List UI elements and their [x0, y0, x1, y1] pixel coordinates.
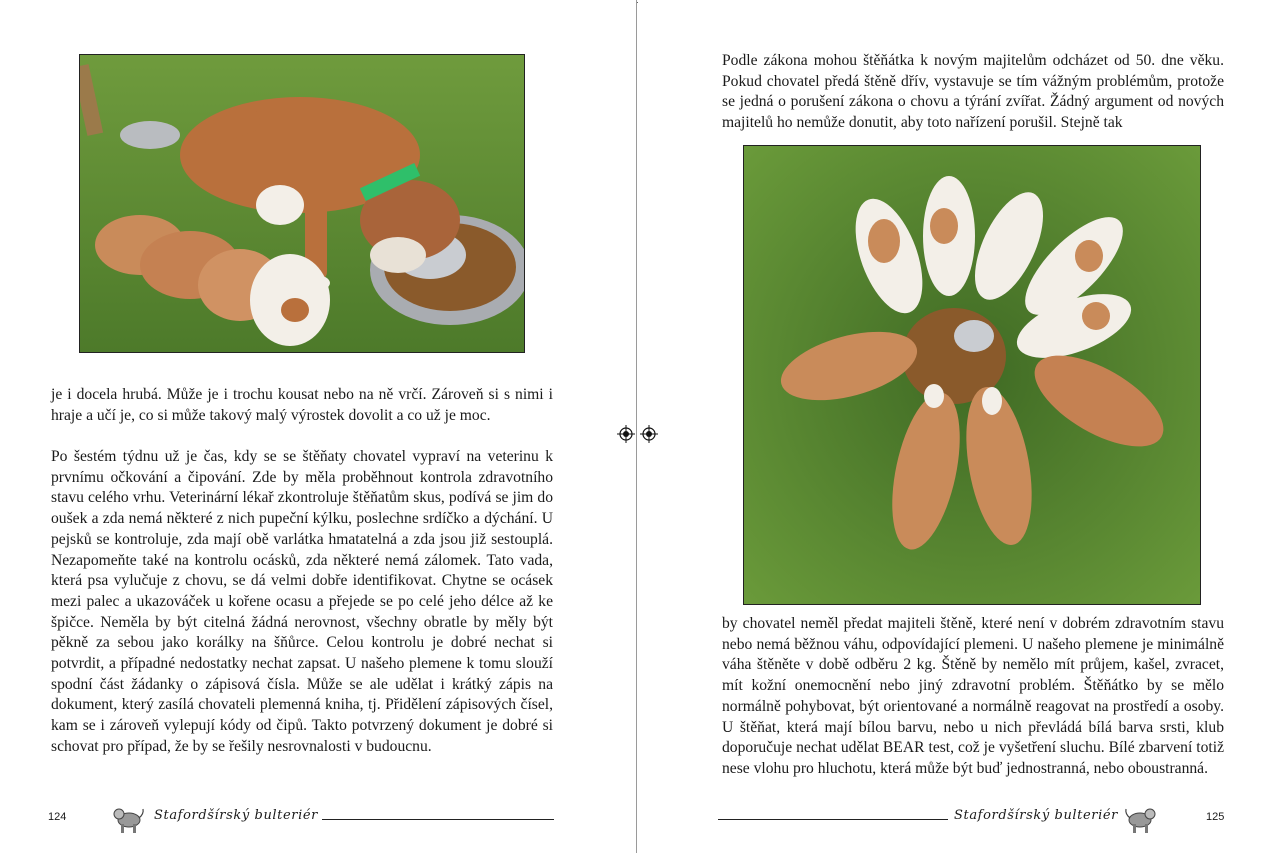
photo-puppies-around-bowl: [743, 145, 1201, 605]
running-title-right: Stafordšírský bulteriér: [954, 808, 1118, 823]
registration-mark-icon: [617, 425, 635, 443]
bulldog-logo-icon: [1124, 802, 1158, 836]
page-number-right: 125: [1206, 811, 1225, 823]
left-footer: [0, 800, 637, 840]
bulldog-logo-icon: [111, 802, 145, 836]
running-title-left: Stafordšírský bulteriér: [154, 808, 318, 823]
footer-rule-left: [322, 819, 554, 820]
page-number-left: 124: [48, 811, 67, 823]
left-paragraph-1: je i docela hrubá. Může je i trochu kousat nebo na ně vrčí. Zároveň si s nimi i hraje a učí je, co si může takový malý výrostek dovolit a co už je moc.: [51, 386, 553, 424]
right-page: [638, 0, 1263, 853]
footer-rule-right: [718, 819, 948, 820]
left-paragraph-2: Po šestém týdnu už je čas, kdy se se štěňaty chovatel vypraví na veterinu k prvnímu očkování a čipování. Zde by měla proběhnout kontrola zdravotního stavu celého vrhu. Veterinární lékař zkontroluje štěňatům skus, podívá se jim do oušek a zda nemá některé z nich pupeční kýlku, poslechne srdíčko a dýchání. U pejsků se kontroluje, zda mají obě varlátka hmatatelná a zda jsou již sestouplá. Nezapomeňte také na kontrolu ocásků, zda některé nemá zálomek. Tato vada, která psa vylučuje z chovu, se dá velmi dobře identifikovat. Chytne se ocásek mezi palec a ukazováček u kořene ocasu a přejede se po celé jeho délce až ke špičce. Neměla by být citelná žádná nerovnost, všechny obratle by měly být pěkně za sebou jako korálky na šňůrce. Celou kontrolu je dobré nechat si potvrdit, a případné nedostatky nechat zapsat. U našeho plemene k tomu slouží spodní část žádanky o zápisová čísla. Může se ale udělat i krátký zápis na dokument, který zasílá chovateli plemenná kniha, tj. Přidělení zápisových čísel, kam se i zároveň vylepují kódy od čipů. Takto potvrzený dokument je dobré si schovat pro případ, že by se řešily nesrovnalosti v budoucnu.: [51, 448, 553, 755]
right-footer: [638, 800, 1263, 840]
registration-mark-icon: [640, 425, 658, 443]
photo-mother-nursing-puppies: [79, 54, 525, 353]
right-paragraph-1: Podle zákona mohou štěňátka k novým majitelům odcházet od 50. dne věku. Pokud chovatel předá štěně dřív, vystavuje se tím vážným problémům, protože se jedná o porušení zákona o chovu a týrání zvířat. Žádný argument od nových majitelů ho nemůže donutit, aby toto nařízení porušil. Stejně tak: [722, 52, 1224, 132]
spine: [636, 0, 637, 853]
right-paragraph-2: by chovatel neměl předat majiteli štěně, které není v dobrém zdravotním stavu nebo nemá běžnou váhu, odpovídající plemeni. U našeho plemene je minimálně váha štěněte v době odběru 2 kg. Štěně by nemělo mít průjem, kašel, zvracet, mít kožní onemocnění nebo jiný zdravotní problém. Štěňátko by se mělo normálně pohybovat, být orientované a normálně reagovat na prostředí a osoby. U štěňat, která mají bílou barvu, nebo u nich převládá bílá barva srsti, klub doporučuje nechat udělat BEAR test, což je vyšetření sluchu. Bílé zbarvení totiž nese vlohu pro hluchotu, která může být buď jednostranná, nebo oboustranná.: [722, 615, 1224, 777]
